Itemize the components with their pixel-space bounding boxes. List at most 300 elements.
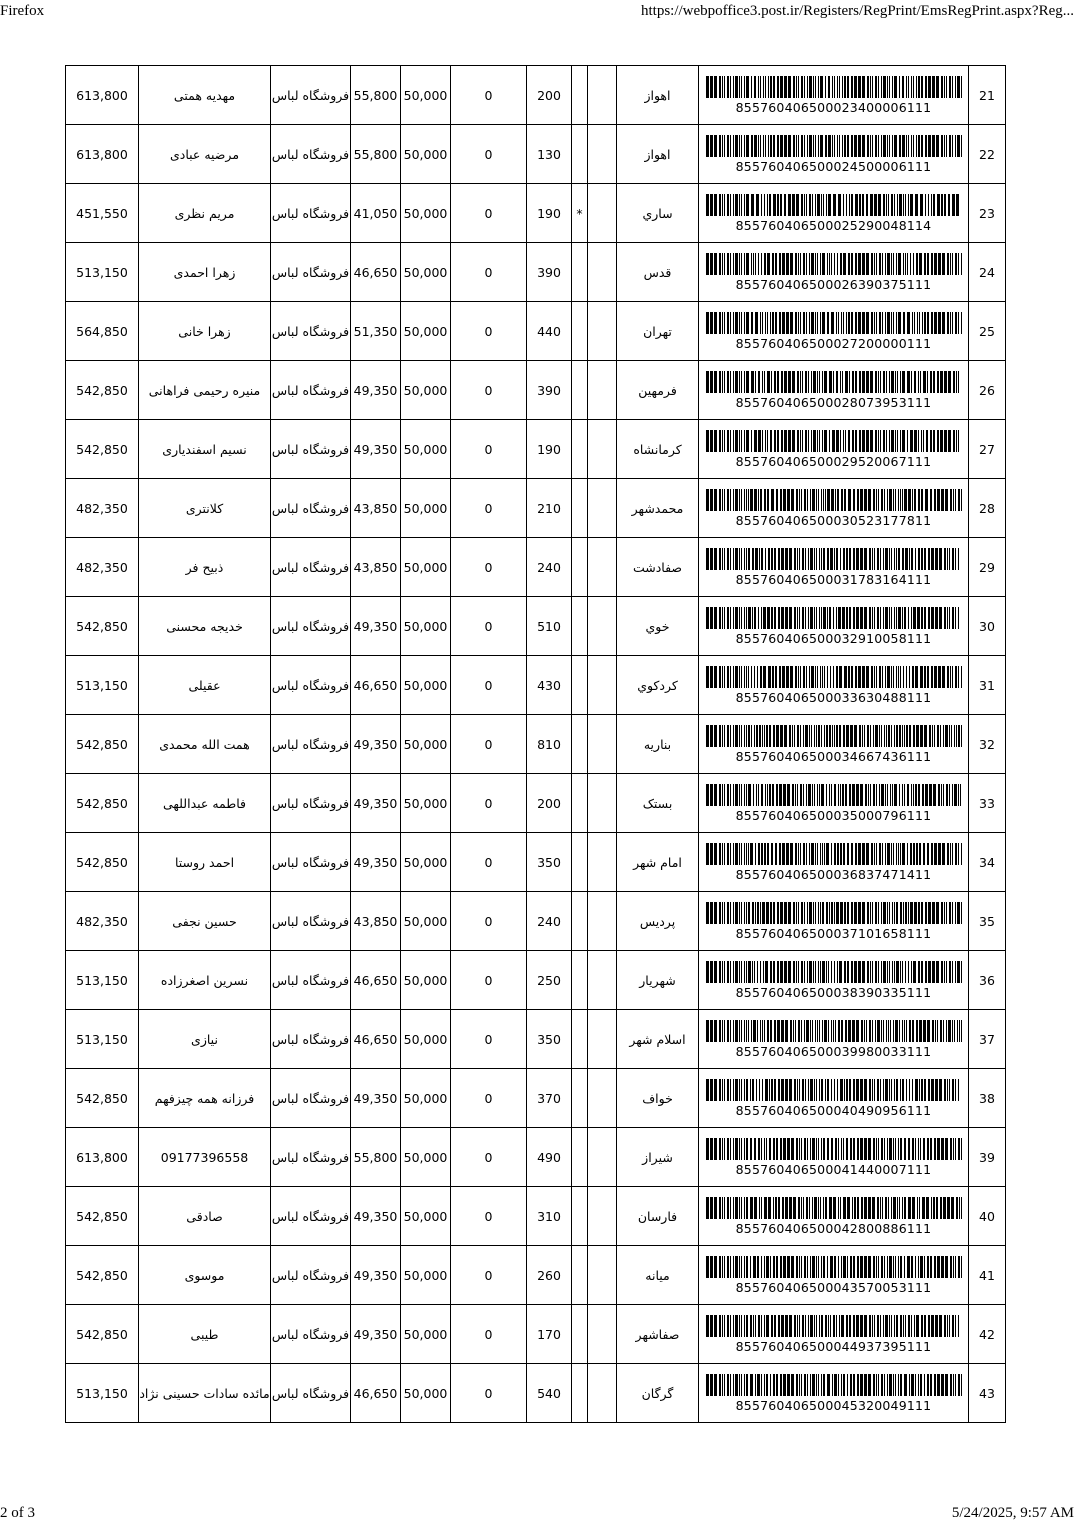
amount-cell: 613,800 bbox=[66, 66, 139, 125]
blank-cell bbox=[588, 361, 617, 420]
weight-cell: 240 bbox=[527, 538, 572, 597]
row-number-cell: 39 bbox=[969, 1128, 1006, 1187]
table-row bbox=[66, 1128, 1006, 1187]
zero-cell: 0 bbox=[451, 1187, 527, 1246]
destination-city-cell: فارسان bbox=[617, 1187, 699, 1246]
postage-cell: 41,050 bbox=[351, 184, 401, 243]
weight-cell: 190 bbox=[527, 184, 572, 243]
destination-city-cell: محمدشهر bbox=[617, 479, 699, 538]
page-number: 2 of 3 bbox=[0, 1505, 35, 1521]
weight-cell: 810 bbox=[527, 715, 572, 774]
barcode-image bbox=[706, 725, 962, 747]
weight-cell: 510 bbox=[527, 597, 572, 656]
barcode-cell bbox=[699, 243, 969, 302]
tracking-code: 855760406500028073953111 bbox=[735, 394, 932, 410]
recipient-name-cell: موسوی bbox=[139, 1246, 271, 1305]
row-number-cell: 26 bbox=[969, 361, 1006, 420]
insured-value-cell: 50,000 bbox=[401, 1305, 451, 1364]
category-cell: فروشگاه لباس bbox=[271, 656, 351, 715]
tracking-code: 855760406500043570053111 bbox=[735, 1279, 932, 1295]
tracking-code: 855760406500044937395111 bbox=[735, 1338, 932, 1354]
postage-cell: 46,650 bbox=[351, 951, 401, 1010]
amount-cell: 542,850 bbox=[66, 1187, 139, 1246]
barcode-cell bbox=[699, 479, 969, 538]
insured-value-cell: 50,000 bbox=[401, 479, 451, 538]
insured-value-cell: 50,000 bbox=[401, 774, 451, 833]
barcode-bars bbox=[706, 902, 962, 924]
postage-cell: 43,850 bbox=[351, 479, 401, 538]
blank-cell bbox=[588, 184, 617, 243]
insured-value-cell: 50,000 bbox=[401, 1069, 451, 1128]
postage-cell: 49,350 bbox=[351, 833, 401, 892]
amount-cell: 513,150 bbox=[66, 1010, 139, 1069]
blank-cell bbox=[588, 1364, 617, 1423]
insured-value-cell: 50,000 bbox=[401, 597, 451, 656]
amount-cell: 513,150 bbox=[66, 656, 139, 715]
recipient-name-cell: طیبی bbox=[139, 1305, 271, 1364]
category-cell: فروشگاه لباس bbox=[271, 243, 351, 302]
blank-cell bbox=[588, 1069, 617, 1128]
insured-value-cell: 50,000 bbox=[401, 243, 451, 302]
postage-cell: 49,350 bbox=[351, 774, 401, 833]
amount-cell: 542,850 bbox=[66, 1305, 139, 1364]
category-cell: فروشگاه لباس bbox=[271, 479, 351, 538]
barcode-bars bbox=[706, 76, 962, 98]
insured-value-cell: 50,000 bbox=[401, 420, 451, 479]
flag-cell bbox=[572, 1010, 588, 1069]
barcode-bars bbox=[706, 784, 962, 806]
barcode-bars bbox=[706, 607, 962, 629]
barcode-bars bbox=[706, 312, 962, 334]
tracking-code: 855760406500037101658111 bbox=[735, 925, 932, 941]
amount-cell: 513,150 bbox=[66, 951, 139, 1010]
barcode-image bbox=[706, 961, 962, 983]
tracking-code: 855760406500027200000111 bbox=[735, 335, 932, 351]
amount-cell: 542,850 bbox=[66, 1246, 139, 1305]
blank-cell bbox=[588, 479, 617, 538]
category-cell: فروشگاه لباس bbox=[271, 715, 351, 774]
insured-value-cell: 50,000 bbox=[401, 1364, 451, 1423]
zero-cell: 0 bbox=[451, 1246, 527, 1305]
tracking-code: 855760406500040490956111 bbox=[735, 1102, 932, 1118]
insured-value-cell: 50,000 bbox=[401, 66, 451, 125]
row-number-cell: 31 bbox=[969, 656, 1006, 715]
tracking-code: 855760406500042800886111 bbox=[735, 1220, 932, 1236]
recipient-name-cell: 09177396558 bbox=[139, 1128, 271, 1187]
weight-cell: 490 bbox=[527, 1128, 572, 1187]
barcode-image bbox=[706, 902, 962, 924]
tracking-code: 855760406500034667436111 bbox=[735, 748, 932, 764]
category-cell: فروشگاه لباس bbox=[271, 1069, 351, 1128]
blank-cell bbox=[588, 1010, 617, 1069]
blank-cell bbox=[588, 302, 617, 361]
amount-cell: 513,150 bbox=[66, 1364, 139, 1423]
flag-cell bbox=[572, 951, 588, 1010]
weight-cell: 350 bbox=[527, 1010, 572, 1069]
table-row bbox=[66, 243, 1006, 302]
barcode-cell bbox=[699, 361, 969, 420]
table-row bbox=[66, 951, 1006, 1010]
flag-cell bbox=[572, 125, 588, 184]
barcode-bars bbox=[706, 961, 962, 983]
zero-cell: 0 bbox=[451, 184, 527, 243]
postage-cell: 55,800 bbox=[351, 1128, 401, 1187]
blank-cell bbox=[588, 420, 617, 479]
insured-value-cell: 50,000 bbox=[401, 184, 451, 243]
category-cell: فروشگاه لباس bbox=[271, 1364, 351, 1423]
postage-cell: 49,350 bbox=[351, 1187, 401, 1246]
zero-cell: 0 bbox=[451, 656, 527, 715]
barcode-bars bbox=[706, 843, 962, 865]
blank-cell bbox=[588, 66, 617, 125]
postage-cell: 46,650 bbox=[351, 656, 401, 715]
flag-cell bbox=[572, 1128, 588, 1187]
insured-value-cell: 50,000 bbox=[401, 656, 451, 715]
barcode-bars bbox=[706, 194, 962, 216]
weight-cell: 350 bbox=[527, 833, 572, 892]
insured-value-cell: 50,000 bbox=[401, 715, 451, 774]
category-cell: فروشگاه لباس bbox=[271, 1305, 351, 1364]
barcode-image bbox=[706, 1138, 962, 1160]
amount-cell: 542,850 bbox=[66, 420, 139, 479]
table-row bbox=[66, 774, 1006, 833]
row-number-cell: 25 bbox=[969, 302, 1006, 361]
barcode-image bbox=[706, 371, 962, 393]
barcode-cell bbox=[699, 1246, 969, 1305]
blank-cell bbox=[588, 125, 617, 184]
postage-cell: 55,800 bbox=[351, 66, 401, 125]
amount-cell: 542,850 bbox=[66, 1069, 139, 1128]
zero-cell: 0 bbox=[451, 1305, 527, 1364]
weight-cell: 200 bbox=[527, 774, 572, 833]
row-number-cell: 43 bbox=[969, 1364, 1006, 1423]
weight-cell: 390 bbox=[527, 243, 572, 302]
postage-cell: 49,350 bbox=[351, 420, 401, 479]
table-row bbox=[66, 892, 1006, 951]
blank-cell bbox=[588, 1128, 617, 1187]
barcode-cell bbox=[699, 538, 969, 597]
postage-cell: 43,850 bbox=[351, 892, 401, 951]
amount-cell: 613,800 bbox=[66, 1128, 139, 1187]
weight-cell: 540 bbox=[527, 1364, 572, 1423]
table-row bbox=[66, 184, 1006, 243]
barcode-cell bbox=[699, 66, 969, 125]
amount-cell: 542,850 bbox=[66, 361, 139, 420]
blank-cell bbox=[588, 892, 617, 951]
weight-cell: 370 bbox=[527, 1069, 572, 1128]
zero-cell: 0 bbox=[451, 1128, 527, 1187]
destination-city-cell: اهواز bbox=[617, 125, 699, 184]
print-datetime: 5/24/2025, 9:57 AM bbox=[951, 1505, 1074, 1521]
tracking-code: 855760406500045320049111 bbox=[735, 1397, 932, 1413]
postage-cell: 46,650 bbox=[351, 243, 401, 302]
barcode-bars bbox=[706, 1079, 962, 1101]
recipient-name-cell: نسیم اسفندیاری bbox=[139, 420, 271, 479]
table-row bbox=[66, 833, 1006, 892]
weight-cell: 200 bbox=[527, 66, 572, 125]
flag-cell bbox=[572, 538, 588, 597]
table-row bbox=[66, 597, 1006, 656]
table-row bbox=[66, 1069, 1006, 1128]
zero-cell: 0 bbox=[451, 597, 527, 656]
barcode-cell bbox=[699, 715, 969, 774]
category-cell: فروشگاه لباس bbox=[271, 1246, 351, 1305]
barcode-cell bbox=[699, 892, 969, 951]
recipient-name-cell: ذبیح فر bbox=[139, 538, 271, 597]
weight-cell: 260 bbox=[527, 1246, 572, 1305]
flag-cell bbox=[572, 420, 588, 479]
barcode-image bbox=[706, 1079, 962, 1101]
amount-cell: 542,850 bbox=[66, 597, 139, 656]
table-row bbox=[66, 538, 1006, 597]
recipient-name-cell: صادقی bbox=[139, 1187, 271, 1246]
insured-value-cell: 50,000 bbox=[401, 361, 451, 420]
weight-cell: 440 bbox=[527, 302, 572, 361]
barcode-cell bbox=[699, 1128, 969, 1187]
weight-cell: 390 bbox=[527, 361, 572, 420]
destination-city-cell: پرديس bbox=[617, 892, 699, 951]
barcode-image bbox=[706, 843, 962, 865]
flag-cell bbox=[572, 302, 588, 361]
zero-cell: 0 bbox=[451, 833, 527, 892]
category-cell: فروشگاه لباس bbox=[271, 302, 351, 361]
blank-cell bbox=[588, 656, 617, 715]
category-cell: فروشگاه لباس bbox=[271, 538, 351, 597]
row-number-cell: 21 bbox=[969, 66, 1006, 125]
flag-cell bbox=[572, 1246, 588, 1305]
row-number-cell: 23 bbox=[969, 184, 1006, 243]
row-number-cell: 40 bbox=[969, 1187, 1006, 1246]
weight-cell: 240 bbox=[527, 892, 572, 951]
tracking-code: 855760406500033630488111 bbox=[735, 689, 932, 705]
category-cell: فروشگاه لباس bbox=[271, 1187, 351, 1246]
tracking-code: 855760406500041440007111 bbox=[735, 1161, 932, 1177]
barcode-cell bbox=[699, 774, 969, 833]
row-number-cell: 41 bbox=[969, 1246, 1006, 1305]
page-url: https://webpoffice3.post.ir/Registers/RegPrint/EmsRegPrint.aspx?Reg... bbox=[640, 3, 1074, 19]
barcode-cell bbox=[699, 420, 969, 479]
insured-value-cell: 50,000 bbox=[401, 1187, 451, 1246]
tracking-code: 855760406500024500006111 bbox=[735, 158, 932, 174]
barcode-image bbox=[706, 312, 962, 334]
zero-cell: 0 bbox=[451, 125, 527, 184]
barcode-image bbox=[706, 1374, 962, 1396]
row-number-cell: 42 bbox=[969, 1305, 1006, 1364]
insured-value-cell: 50,000 bbox=[401, 125, 451, 184]
flag-cell bbox=[572, 715, 588, 774]
table-row bbox=[66, 656, 1006, 715]
row-number-cell: 38 bbox=[969, 1069, 1006, 1128]
postage-cell: 49,350 bbox=[351, 715, 401, 774]
tracking-code: 855760406500038390335111 bbox=[735, 984, 932, 1000]
postage-cell: 49,350 bbox=[351, 597, 401, 656]
blank-cell bbox=[588, 597, 617, 656]
blank-cell bbox=[588, 1246, 617, 1305]
postage-cell: 49,350 bbox=[351, 1069, 401, 1128]
table-row bbox=[66, 715, 1006, 774]
weight-cell: 310 bbox=[527, 1187, 572, 1246]
blank-cell bbox=[588, 951, 617, 1010]
tracking-code: 855760406500029520067111 bbox=[735, 453, 932, 469]
barcode-cell bbox=[699, 597, 969, 656]
table-row bbox=[66, 1364, 1006, 1423]
recipient-name-cell: نیازی bbox=[139, 1010, 271, 1069]
table-row bbox=[66, 361, 1006, 420]
table-row bbox=[66, 420, 1006, 479]
table-row bbox=[66, 479, 1006, 538]
barcode-cell bbox=[699, 1187, 969, 1246]
flag-cell bbox=[572, 243, 588, 302]
row-number-cell: 27 bbox=[969, 420, 1006, 479]
zero-cell: 0 bbox=[451, 66, 527, 125]
zero-cell: 0 bbox=[451, 361, 527, 420]
flag-cell bbox=[572, 361, 588, 420]
barcode-bars bbox=[706, 1315, 962, 1337]
barcode-cell bbox=[699, 184, 969, 243]
barcode-image bbox=[706, 76, 962, 98]
barcode-bars bbox=[706, 1197, 962, 1219]
barcode-bars bbox=[706, 253, 962, 275]
barcode-image bbox=[706, 548, 962, 570]
tracking-code: 855760406500039980033111 bbox=[735, 1043, 932, 1059]
amount-cell: 613,800 bbox=[66, 125, 139, 184]
recipient-name-cell: مهدیه همتی bbox=[139, 66, 271, 125]
destination-city-cell: شيراز bbox=[617, 1128, 699, 1187]
recipient-name-cell: احمد روستا bbox=[139, 833, 271, 892]
table-row bbox=[66, 1305, 1006, 1364]
flag-cell: * bbox=[572, 184, 588, 243]
barcode-image bbox=[706, 666, 962, 688]
recipient-name-cell: منیره رحیمی فراهانی bbox=[139, 361, 271, 420]
category-cell: فروشگاه لباس bbox=[271, 833, 351, 892]
recipient-name-cell: حسین نجفی bbox=[139, 892, 271, 951]
destination-city-cell: قدس bbox=[617, 243, 699, 302]
registration-table bbox=[65, 65, 1006, 1423]
destination-city-cell: بستک bbox=[617, 774, 699, 833]
barcode-bars bbox=[706, 1256, 962, 1278]
weight-cell: 130 bbox=[527, 125, 572, 184]
tracking-code: 855760406500035000796111 bbox=[735, 807, 932, 823]
barcode-cell bbox=[699, 656, 969, 715]
flag-cell bbox=[572, 833, 588, 892]
insured-value-cell: 50,000 bbox=[401, 302, 451, 361]
postage-cell: 55,800 bbox=[351, 125, 401, 184]
category-cell: فروشگاه لباس bbox=[271, 892, 351, 951]
zero-cell: 0 bbox=[451, 302, 527, 361]
table-row bbox=[66, 1246, 1006, 1305]
weight-cell: 190 bbox=[527, 420, 572, 479]
category-cell: فروشگاه لباس bbox=[271, 951, 351, 1010]
barcode-image bbox=[706, 194, 962, 216]
row-number-cell: 22 bbox=[969, 125, 1006, 184]
amount-cell: 542,850 bbox=[66, 715, 139, 774]
row-number-cell: 30 bbox=[969, 597, 1006, 656]
zero-cell: 0 bbox=[451, 774, 527, 833]
category-cell: فروشگاه لباس bbox=[271, 1010, 351, 1069]
zero-cell: 0 bbox=[451, 1364, 527, 1423]
barcode-bars bbox=[706, 548, 962, 570]
barcode-cell bbox=[699, 1069, 969, 1128]
amount-cell: 482,350 bbox=[66, 538, 139, 597]
destination-city-cell: ساري bbox=[617, 184, 699, 243]
row-number-cell: 35 bbox=[969, 892, 1006, 951]
table-row bbox=[66, 1010, 1006, 1069]
barcode-cell bbox=[699, 951, 969, 1010]
flag-cell bbox=[572, 656, 588, 715]
postage-cell: 46,650 bbox=[351, 1010, 401, 1069]
barcode-cell bbox=[699, 302, 969, 361]
barcode-image bbox=[706, 1197, 962, 1219]
amount-cell: 482,350 bbox=[66, 479, 139, 538]
recipient-name-cell: زهرا خانی bbox=[139, 302, 271, 361]
barcode-image bbox=[706, 1020, 962, 1042]
amount-cell: 564,850 bbox=[66, 302, 139, 361]
weight-cell: 430 bbox=[527, 656, 572, 715]
destination-city-cell: امام شهر bbox=[617, 833, 699, 892]
row-number-cell: 28 bbox=[969, 479, 1006, 538]
zero-cell: 0 bbox=[451, 420, 527, 479]
insured-value-cell: 50,000 bbox=[401, 1128, 451, 1187]
postage-cell: 43,850 bbox=[351, 538, 401, 597]
zero-cell: 0 bbox=[451, 892, 527, 951]
row-number-cell: 33 bbox=[969, 774, 1006, 833]
recipient-name-cell: همت الله محمدی bbox=[139, 715, 271, 774]
barcode-cell bbox=[699, 1364, 969, 1423]
category-cell: فروشگاه لباس bbox=[271, 774, 351, 833]
tracking-code: 855760406500036837471411 bbox=[735, 866, 932, 882]
flag-cell bbox=[572, 479, 588, 538]
barcode-bars bbox=[706, 725, 962, 747]
destination-city-cell: كردكوي bbox=[617, 656, 699, 715]
zero-cell: 0 bbox=[451, 951, 527, 1010]
flag-cell bbox=[572, 1069, 588, 1128]
flag-cell bbox=[572, 1364, 588, 1423]
amount-cell: 542,850 bbox=[66, 774, 139, 833]
blank-cell bbox=[588, 243, 617, 302]
row-number-cell: 36 bbox=[969, 951, 1006, 1010]
blank-cell bbox=[588, 774, 617, 833]
barcode-cell bbox=[699, 125, 969, 184]
category-cell: فروشگاه لباس bbox=[271, 1128, 351, 1187]
barcode-image bbox=[706, 135, 962, 157]
flag-cell bbox=[572, 774, 588, 833]
recipient-name-cell: فاطمه عبداللهی bbox=[139, 774, 271, 833]
destination-city-cell: اسلام شهر bbox=[617, 1010, 699, 1069]
table-row bbox=[66, 66, 1006, 125]
barcode-image bbox=[706, 489, 962, 511]
row-number-cell: 24 bbox=[969, 243, 1006, 302]
barcode-image bbox=[706, 784, 962, 806]
postage-cell: 46,650 bbox=[351, 1364, 401, 1423]
destination-city-cell: كرمانشاه bbox=[617, 420, 699, 479]
category-cell: فروشگاه لباس bbox=[271, 597, 351, 656]
category-cell: فروشگاه لباس bbox=[271, 420, 351, 479]
zero-cell: 0 bbox=[451, 715, 527, 774]
destination-city-cell: گرگان bbox=[617, 1364, 699, 1423]
row-number-cell: 34 bbox=[969, 833, 1006, 892]
weight-cell: 250 bbox=[527, 951, 572, 1010]
barcode-image bbox=[706, 607, 962, 629]
barcode-bars bbox=[706, 666, 962, 688]
postage-cell: 51,350 bbox=[351, 302, 401, 361]
amount-cell: 451,550 bbox=[66, 184, 139, 243]
barcode-cell bbox=[699, 833, 969, 892]
amount-cell: 542,850 bbox=[66, 833, 139, 892]
destination-city-cell: تهران bbox=[617, 302, 699, 361]
destination-city-cell: خواف bbox=[617, 1069, 699, 1128]
barcode-cell bbox=[699, 1010, 969, 1069]
destination-city-cell: شهريار bbox=[617, 951, 699, 1010]
